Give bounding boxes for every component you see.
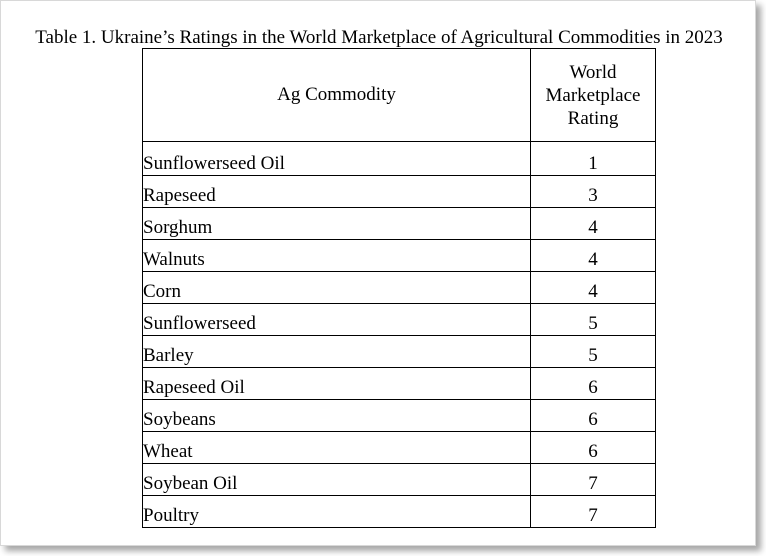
- table-row: [143, 368, 656, 400]
- rating-cell: 5: [531, 304, 656, 336]
- table-row: [143, 496, 656, 528]
- commodity-cell: Poultry: [143, 496, 531, 528]
- commodity-cell: Walnuts: [143, 240, 531, 272]
- rating-cell: 7: [531, 464, 656, 496]
- rating-cell: 4: [531, 272, 656, 304]
- rating-cell: 4: [531, 208, 656, 240]
- rating-cell: 5: [531, 336, 656, 368]
- header-world-marketplace-rating: [531, 49, 656, 142]
- rating-cell: 6: [531, 368, 656, 400]
- commodity-cell: Sunflowerseed Oil: [143, 142, 531, 176]
- commodity-cell: Soybeans: [143, 400, 531, 432]
- table-row: [143, 464, 656, 496]
- table-header-row: [143, 49, 656, 142]
- ratings-table: [142, 48, 656, 528]
- table-row: [143, 208, 656, 240]
- table-row: [143, 240, 656, 272]
- commodity-cell: Rapeseed Oil: [143, 368, 531, 400]
- commodity-cell: Barley: [143, 336, 531, 368]
- rating-cell: 4: [531, 240, 656, 272]
- header-ag-commodity: Ag Commodity: [143, 49, 531, 142]
- commodity-cell: Corn: [143, 272, 531, 304]
- header-rating-line-2: Marketplace: [545, 84, 641, 106]
- rating-cell: 6: [531, 400, 656, 432]
- rating-cell: 6: [531, 432, 656, 464]
- commodity-cell: Wheat: [143, 432, 531, 464]
- header-rating-line-1: World: [569, 61, 617, 83]
- table-caption: Table 1. Ukraine’s Ratings in the World Marketplace of Agricultural Commodities in 2023: [35, 27, 723, 48]
- commodity-cell: Sorghum: [143, 208, 531, 240]
- table-row: [143, 336, 656, 368]
- rating-cell: 7: [531, 496, 656, 528]
- table-row: [143, 142, 656, 176]
- commodity-cell: Rapeseed: [143, 176, 531, 208]
- header-rating-line-3: Rating: [567, 107, 619, 129]
- table-row: [143, 176, 656, 208]
- rating-cell: 3: [531, 176, 656, 208]
- table-row: [143, 304, 656, 336]
- commodity-cell: Soybean Oil: [143, 464, 531, 496]
- table-row: [143, 400, 656, 432]
- rating-cell: 1: [531, 142, 656, 176]
- table-row: [143, 432, 656, 464]
- commodity-cell: Sunflowerseed: [143, 304, 531, 336]
- table-row: [143, 272, 656, 304]
